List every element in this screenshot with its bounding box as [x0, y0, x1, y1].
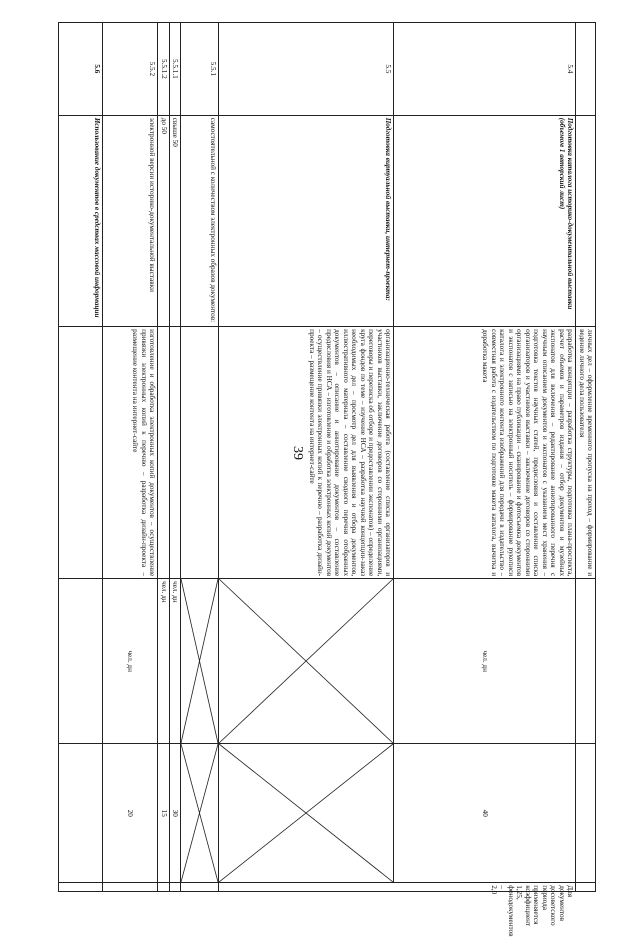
table-row: [59, 23, 103, 892]
table-row: [169, 23, 180, 892]
row-work-cell: личных дел – оформление временного пропуска на проход – формирование и ведение личного дела пользователя: [576, 327, 596, 579]
table-row: [394, 23, 576, 892]
row-name-cell: свыше 50: [169, 115, 180, 326]
table-row: [181, 23, 219, 892]
row-name-cell: до 50: [158, 115, 169, 326]
page-number: 39: [290, 446, 305, 460]
row-name-cell: Использование документов в средствах массовой информации: [59, 115, 103, 326]
row-name-cell: самостоятельной с количеством электронных образов документов:: [181, 115, 219, 326]
row-note-cell: [59, 883, 103, 892]
rotated-table-wrapper: [93, 22, 596, 937]
row-value-cell: [59, 744, 103, 883]
row-work-cell: организационно-техническая работа (составление списка организаторов и участников выставки, заключение договоров со сторонними организациями, переговоры и переписка об отборе и предоставлении экспонатов) – определение круга фондов по теме – изучение НСА – разработка научной концепции-заказ необходимых дел – просмотр дел для выявления и отбора документов, иллюстративного материала – составление сводного перечня отобранных документов – описание и аннотирование документов – составление предисловия и НСА – изготовление и обработка электронных копий документов – осуществление привязки электронных копий к перечню – разработка дизайн-проекта – размещение контента на интернет-сайте: [219, 327, 394, 579]
row-unit-cell: [576, 579, 596, 744]
row-work-cell: [59, 327, 103, 579]
row-value-cell: 20: [103, 744, 158, 883]
row-name-cell: [576, 115, 596, 326]
norms-table: [58, 22, 596, 937]
cross-lines: [219, 744, 393, 882]
row-note-cell: [158, 883, 169, 892]
row-unit-cell: чел. дн: [169, 579, 180, 744]
cross-lines: [181, 579, 218, 743]
row-work-cell: [169, 327, 180, 579]
row-unit-cell: чел. дн: [394, 579, 576, 744]
row-value-cell: 30: [169, 744, 180, 883]
row-name-cell: Подготовка виртуальной выставки, интернет-проекта:: [219, 115, 394, 326]
row-number-cell: 5.5.1.1: [169, 23, 180, 116]
cross-lines: [219, 579, 393, 743]
row-note-cell: [576, 883, 596, 892]
row-number-cell: [576, 23, 596, 116]
row-name-cell: электронной версии историко-документальной выставки: [103, 115, 158, 326]
row-note-cell: [181, 883, 219, 892]
crossed-out-unit-cell: [219, 579, 394, 744]
table-row: [576, 23, 596, 892]
row-value-cell: 15: [158, 744, 169, 883]
row-note-cell: [103, 883, 158, 892]
row-number-cell: 5.4: [394, 23, 576, 116]
row-work-cell: разработка концепции – разработка структуры, подготовка плана-проспекта, расчет объемов и параметров издания – отбор документов и музейных экспонатов для включения – редактирование аннотированного перечня с научным описанием документов и экспонатов с указанием мест хранения – подготовка текстов научных статей, предисловия и составление списка организаторов и участников выставки – заключение договоров со сторонними организациями на право публикации – сканирование и фотосъемка документов и экспонатов с записью на электронный носитель – формирование рукописи каталога и электронного контента изображений для передачи в издательство – совместная работа с издательством по подготовке макета каталога, вычитка и доработка макета: [394, 327, 576, 579]
row-number-cell: 5.5.1: [181, 23, 219, 116]
row-number-cell: 5.6: [59, 23, 103, 116]
row-number-cell: 5.5.1.2: [158, 23, 169, 116]
row-note-cell: [169, 883, 180, 892]
row-value-cell: 40: [394, 744, 576, 883]
table-row: [219, 23, 394, 892]
row-unit-cell: чел. дн: [103, 579, 158, 744]
crossed-out-unit-cell: [181, 579, 219, 744]
table-row: [158, 23, 169, 892]
table-row: [103, 23, 158, 892]
crossed-out-value-cell: [181, 744, 219, 883]
cross-lines: [181, 744, 218, 882]
row-value-cell: [576, 744, 596, 883]
row-number-cell: 5.5.2: [103, 23, 158, 116]
row-work-cell: [158, 327, 169, 579]
row-work-cell: [181, 327, 219, 579]
row-name-cell: Подготовка каталога историко-документальной выставки (объемом 1 авторский лист): [394, 115, 576, 326]
crossed-out-value-cell: [219, 744, 394, 883]
row-number-cell: 5.5: [219, 23, 394, 116]
row-work-cell: изготовление и обработка электронных копий документов – осуществление привязки электронных копий к перечню – разработка дизайн-проекта – размещение контента на интернет-сайте: [103, 327, 158, 579]
row-unit-cell: [59, 579, 103, 744]
row-unit-cell: чел. дн: [158, 579, 169, 744]
row-note-cell: Для документов досоветского периода применяется коэффициент 1,25, фонодокументов – 2,0: [219, 883, 576, 892]
